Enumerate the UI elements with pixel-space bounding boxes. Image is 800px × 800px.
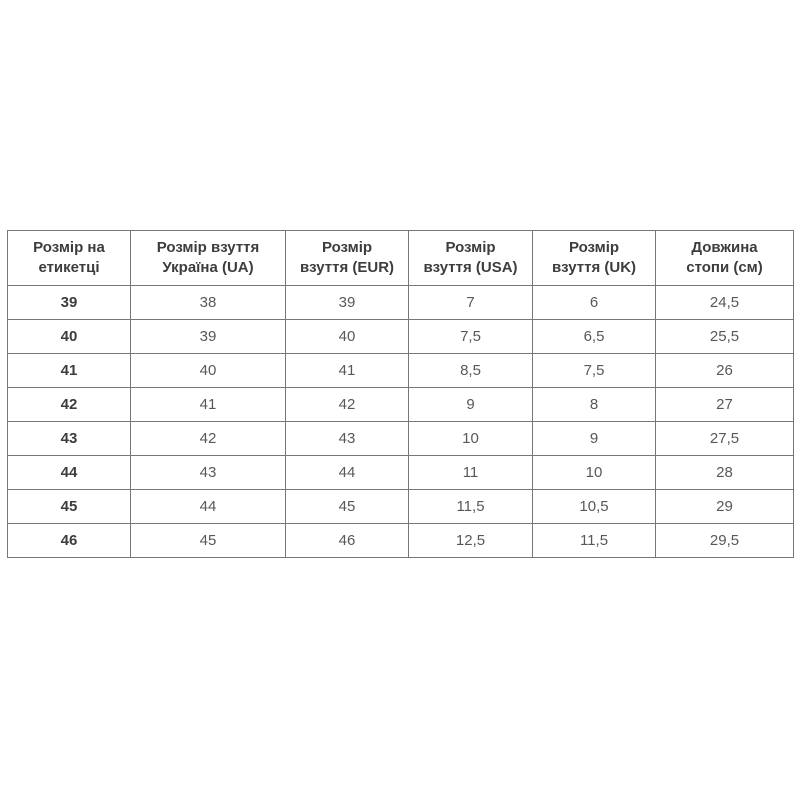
header-line: Розмір bbox=[445, 238, 496, 256]
table-cell: 29,5 bbox=[656, 524, 794, 558]
table-cell: 9 bbox=[409, 388, 533, 422]
table-cell: 45 bbox=[286, 490, 409, 524]
column-header-usa-size bbox=[409, 231, 533, 286]
table-cell: 8,5 bbox=[409, 354, 533, 388]
table-cell: 10 bbox=[409, 422, 533, 456]
table-cell: 11 bbox=[409, 456, 533, 490]
table-cell: 26 bbox=[656, 354, 794, 388]
table-cell: 10 bbox=[533, 456, 656, 490]
table-cell: 43 bbox=[286, 422, 409, 456]
table-cell: 43 bbox=[131, 456, 286, 490]
table-cell: 39 bbox=[131, 320, 286, 354]
row-label-cell: 44 bbox=[8, 456, 131, 490]
column-header-foot-length bbox=[656, 231, 794, 286]
table-cell: 6 bbox=[533, 286, 656, 320]
table-row bbox=[8, 320, 794, 354]
table-cell: 42 bbox=[286, 388, 409, 422]
table-cell: 41 bbox=[286, 354, 409, 388]
table-cell: 12,5 bbox=[409, 524, 533, 558]
table-cell: 42 bbox=[131, 422, 286, 456]
table-cell: 7,5 bbox=[533, 354, 656, 388]
header-line: Розмір взуття bbox=[156, 238, 260, 256]
table-row bbox=[8, 388, 794, 422]
row-label-cell: 43 bbox=[8, 422, 131, 456]
table-cell: 6,5 bbox=[533, 320, 656, 354]
table-row bbox=[8, 524, 794, 558]
table-cell: 45 bbox=[131, 524, 286, 558]
table-cell: 40 bbox=[286, 320, 409, 354]
table-cell: 27,5 bbox=[656, 422, 794, 456]
table-cell: 24,5 bbox=[656, 286, 794, 320]
row-label-cell: 39 bbox=[8, 286, 131, 320]
column-header-eur-size bbox=[286, 231, 409, 286]
table-cell: 29 bbox=[656, 490, 794, 524]
header-line: Розмір на bbox=[33, 238, 105, 256]
row-label-cell: 41 bbox=[8, 354, 131, 388]
column-header-label-size bbox=[8, 231, 131, 286]
header-line: Розмір bbox=[568, 238, 620, 256]
header-line: стопи (см) bbox=[686, 259, 763, 276]
table-cell: 46 bbox=[286, 524, 409, 558]
table-row bbox=[8, 286, 794, 320]
table-cell: 11,5 bbox=[533, 524, 656, 558]
row-label-cell: 40 bbox=[8, 320, 131, 354]
header-line: Україна (UA) bbox=[162, 259, 254, 276]
table-cell: 39 bbox=[286, 286, 409, 320]
table-row bbox=[8, 490, 794, 524]
table-cell: 9 bbox=[533, 422, 656, 456]
table-cell: 7 bbox=[409, 286, 533, 320]
table-cell: 27 bbox=[656, 388, 794, 422]
header-line: Довжина bbox=[691, 238, 758, 256]
header-line: взуття (UK) bbox=[551, 259, 637, 276]
row-label-cell: 45 bbox=[8, 490, 131, 524]
table-cell: 41 bbox=[131, 388, 286, 422]
table-cell: 25,5 bbox=[656, 320, 794, 354]
header-line: взуття (EUR) bbox=[299, 259, 395, 276]
row-label-cell: 42 bbox=[8, 388, 131, 422]
table-header-row bbox=[8, 231, 794, 286]
table-cell: 44 bbox=[131, 490, 286, 524]
table-cell: 7,5 bbox=[409, 320, 533, 354]
header-line: Розмір bbox=[321, 238, 373, 256]
table-cell: 28 bbox=[656, 456, 794, 490]
shoe-size-conversion-table bbox=[7, 230, 794, 558]
header-line: взуття (USA) bbox=[423, 259, 518, 276]
table-row bbox=[8, 422, 794, 456]
column-header-uk-size bbox=[533, 231, 656, 286]
table-row bbox=[8, 354, 794, 388]
table-cell: 44 bbox=[286, 456, 409, 490]
table-cell: 11,5 bbox=[409, 490, 533, 524]
table-cell: 38 bbox=[131, 286, 286, 320]
column-header-ua-size bbox=[131, 231, 286, 286]
row-label-cell: 46 bbox=[8, 524, 131, 558]
table-cell: 8 bbox=[533, 388, 656, 422]
header-line: етикетці bbox=[38, 259, 100, 276]
table-cell: 10,5 bbox=[533, 490, 656, 524]
table-cell: 40 bbox=[131, 354, 286, 388]
table-row bbox=[8, 456, 794, 490]
